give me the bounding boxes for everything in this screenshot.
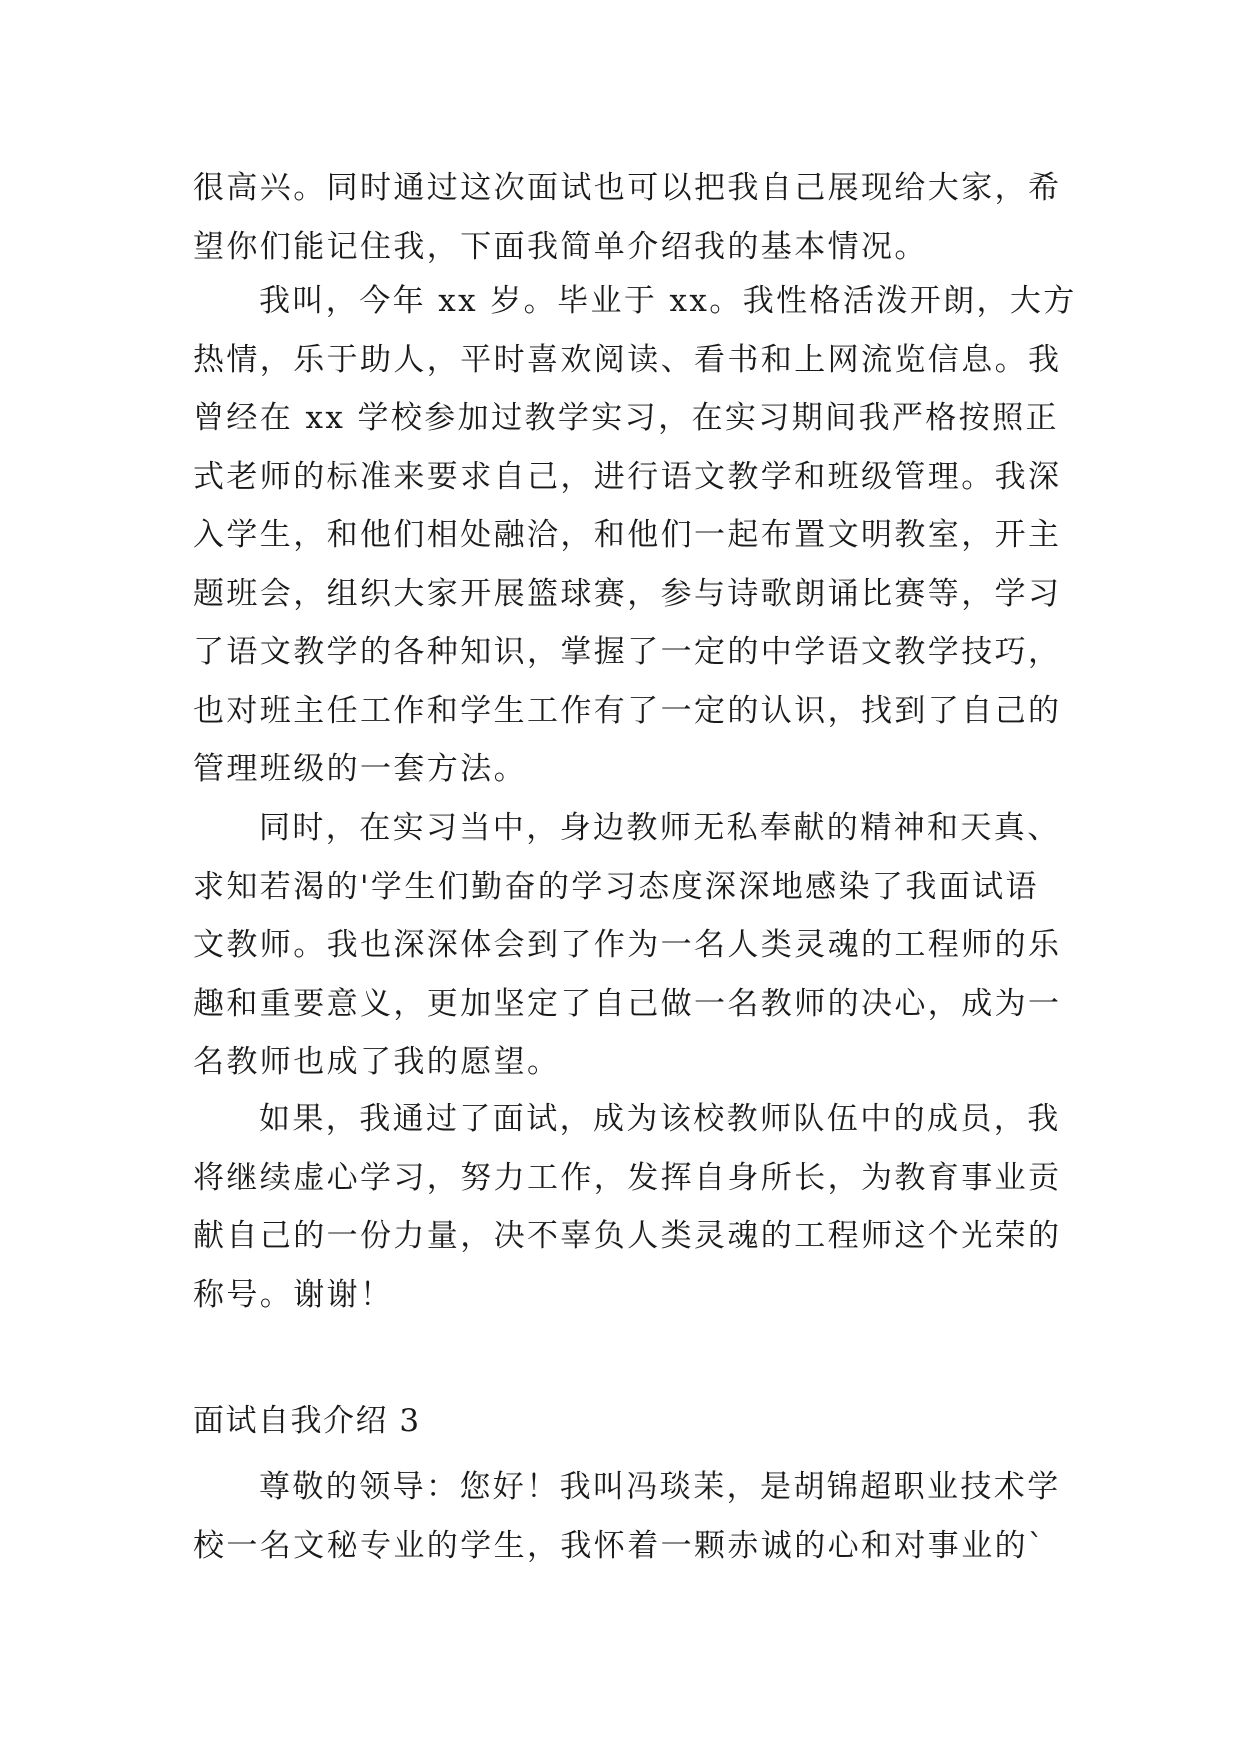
text-line: 望你们能记住我，下面我简单介绍我的基本情况。 [193,228,928,265]
text-line: 文教师。我也深深体会到了作为一名人类灵魂的工程师的乐 [193,927,1062,963]
section-title: 面试自我介绍 3 [193,1403,421,1439]
text-line: 曾经在 xx 学校参加过教学实习，在实习期间我严格按照正 [193,400,1059,436]
paragraph-4 [193,1090,1062,1324]
text-line: 式老师的标准来要求自己，进行语文教学和班级管理。我深 [193,458,1062,495]
text-line: 尊敬的领导：您好！我叫冯琰苿，是胡锦超职业技术学 [259,1469,1061,1505]
text-line: 将继续虚心学习，努力工作，发挥自身所长，为教育事业贡 [193,1159,1062,1196]
text-line: 我叫，今年 xx 岁。毕业于 xx。我性格活泼开朗，大方 [259,283,1077,319]
text-line: 题班会，组织大家开展篮球赛，参与诗歌朗诵比赛等，学习 [193,575,1062,612]
paragraph-1 [193,159,1062,276]
text-line: 称号。谢谢！ [193,1276,394,1313]
text-line: 同时，在实习当中，身边教师无私奉献的精神和天真、 [259,810,1061,846]
text-line: 校一名文秘专业的学生，我怀着一颗赤诚的心和对事业的` [193,1527,1046,1564]
paragraph-3 [193,799,1062,1092]
text-line: 名教师也成了我的愿望。 [193,1044,561,1080]
text-line: 热情，乐于助人，平时喜欢阅读、看书和上网流览信息。我 [193,341,1062,378]
text-line: 趣和重要意义，更加坚定了自己做一名教师的决心，成为一 [193,985,1062,1022]
section-paragraph [193,1458,1061,1575]
text-line: 献自己的一份力量，决不辜负人类灵魂的工程师这个光荣的 [193,1218,1062,1254]
text-line: 了语文教学的各种知识，掌握了一定的中学语文教学技巧， [193,634,1062,670]
text-line: 求知若渴的'学生们勤奋的学习态度深深地感染了我面试语 [193,868,1039,905]
text-line: 也对班主任工作和学生工作有了一定的认识，找到了自己的 [193,692,1062,729]
paragraph-2 [193,272,1077,799]
text-line: 如果，我通过了面试，成为该校教师队伍中的成员，我 [259,1101,1061,1137]
text-line: 很高兴。同时通过这次面试也可以把我自己展现给大家，希 [193,170,1062,206]
text-line: 入学生，和他们相处融洽，和他们一起布置文明教室，开主 [193,517,1062,553]
text-line: 管理班级的一套方法。 [193,751,527,787]
